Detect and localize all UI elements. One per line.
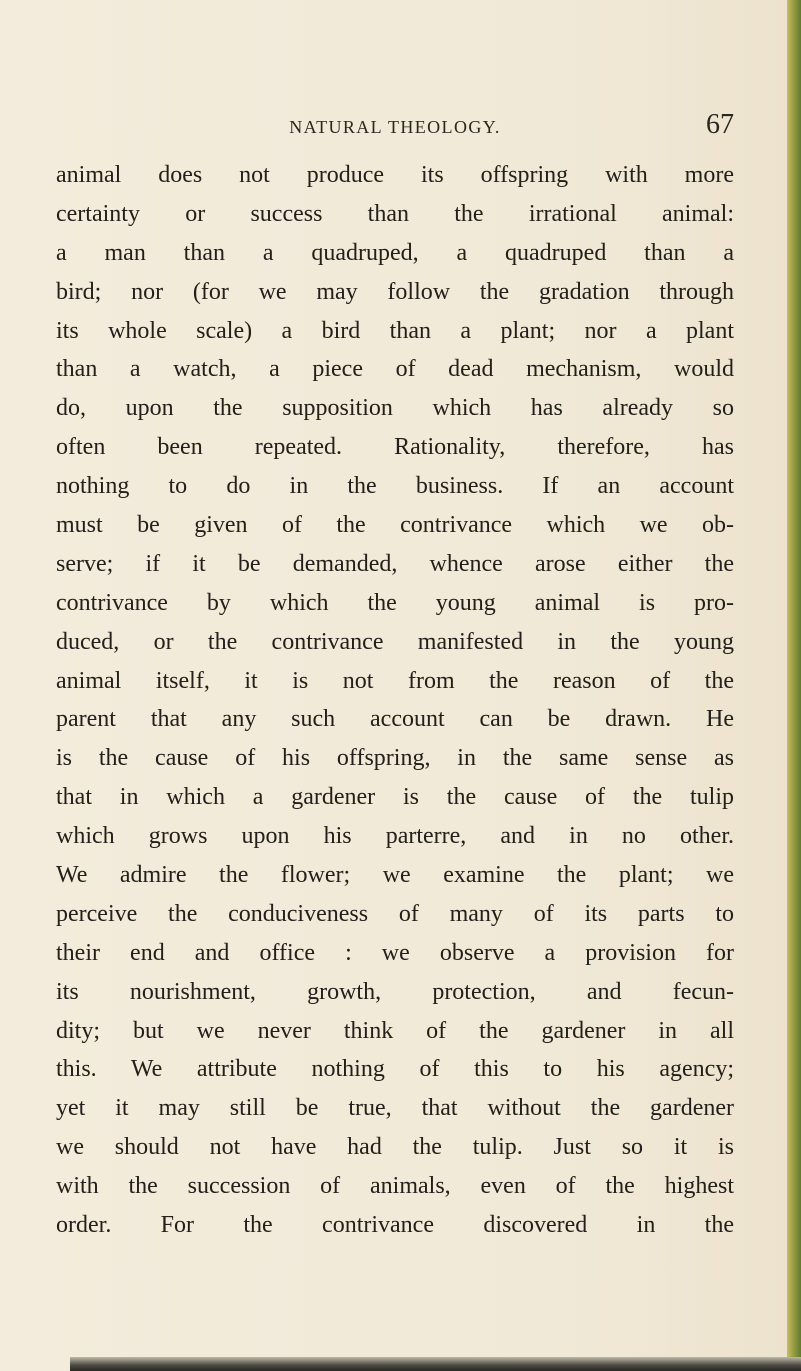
- text-line: order. For the contrivance discovered in the: [56, 1212, 734, 1239]
- text-line: contrivance by which the young animal is pro-: [56, 589, 734, 616]
- bottom-edge: [70, 1357, 801, 1371]
- text-line: bird; nor (for we may follow the gradation through: [56, 278, 734, 305]
- text-line: parent that any such account can be drawn. He: [56, 706, 734, 733]
- text-line: is the cause of his offspring, in the same sense as: [56, 745, 734, 772]
- text-line: We admire the flower; we examine the plant; we: [56, 862, 734, 889]
- text-line: this. We attribute nothing of this to his agency;: [56, 1056, 734, 1083]
- text-line: duced, or the contrivance manifested in the young: [56, 628, 734, 655]
- body-text: [56, 156, 734, 1245]
- text-line: animal itself, it is not from the reason of the: [56, 667, 734, 694]
- text-line: serve; if it be demanded, whence arose either the: [56, 550, 734, 577]
- text-line: must be given of the contrivance which we ob-: [56, 512, 734, 539]
- text-line: certainty or success than the irrational animal:: [56, 200, 734, 227]
- text-line: nothing to do in the business. If an account: [56, 473, 734, 500]
- text-line: dity; but we never think of the gardener in all: [56, 1017, 734, 1044]
- text-line: often been repeated. Rationality, therefore, has: [56, 434, 734, 461]
- page-header: [56, 103, 734, 143]
- text-line: do, upon the supposition which has already so: [56, 395, 734, 422]
- text-line: a man than a quadruped, a quadruped than a: [56, 239, 734, 266]
- text-line: its whole scale) a bird than a plant; nor a plant: [56, 317, 734, 344]
- page-edge: [787, 0, 801, 1371]
- text-line: than a watch, a piece of dead mechanism, would: [56, 356, 734, 383]
- text-line: their end and office : we observe a provision for: [56, 939, 734, 966]
- page-number: 67: [706, 109, 734, 140]
- text-line: its nourishment, growth, protection, and fecun-: [56, 978, 734, 1005]
- text-line: that in which a gardener is the cause of the tulip: [56, 784, 734, 811]
- text-line: perceive the conduciveness of many of its parts to: [56, 900, 734, 927]
- text-line: with the succession of animals, even of the highest: [56, 1173, 734, 1200]
- text-line: we should not have had the tulip. Just so it is: [56, 1134, 734, 1161]
- text-line: yet it may still be true, that without the gardener: [56, 1095, 734, 1122]
- running-head: NATURAL THEOLOGY.: [289, 117, 501, 137]
- text-line: animal does not produce its offspring with more: [56, 162, 734, 188]
- text-line: which grows upon his parterre, and in no other.: [56, 823, 734, 850]
